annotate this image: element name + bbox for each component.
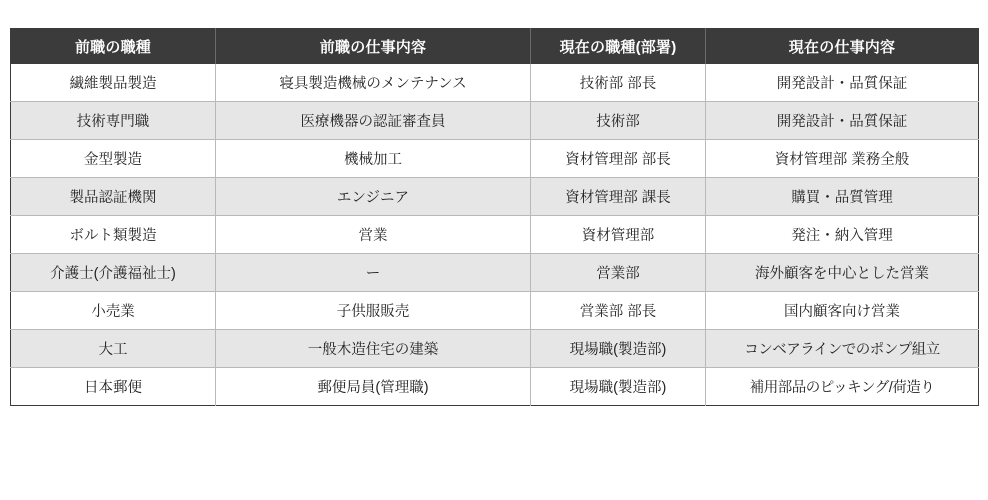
table-row <box>11 102 979 140</box>
cell-previous-duty: 一般木造住宅の建築 <box>216 330 531 368</box>
table-header <box>11 29 979 65</box>
cell-previous-duty: ー <box>216 254 531 292</box>
cell-current-job: 技術部 <box>531 102 706 140</box>
cell-previous-job: 製品認証機関 <box>11 178 216 216</box>
table-row <box>11 254 979 292</box>
cell-current-job: 資材管理部 課長 <box>531 178 706 216</box>
cell-current-duty: 発注・納入管理 <box>706 216 979 254</box>
career-change-table-container <box>10 28 978 406</box>
column-header-previous-job: 前職の職種 <box>11 29 216 65</box>
table-row <box>11 330 979 368</box>
cell-current-job: 資材管理部 <box>531 216 706 254</box>
cell-previous-duty: 子供服販売 <box>216 292 531 330</box>
cell-previous-duty: 営業 <box>216 216 531 254</box>
table-row <box>11 368 979 406</box>
table-row <box>11 292 979 330</box>
cell-previous-duty: エンジニア <box>216 178 531 216</box>
cell-previous-job: 日本郵便 <box>11 368 216 406</box>
cell-previous-job: 繊維製品製造 <box>11 64 216 102</box>
cell-current-duty: 開発設計・品質保証 <box>706 64 979 102</box>
cell-previous-duty: 寝具製造機械のメンテナンス <box>216 64 531 102</box>
cell-previous-job: 大工 <box>11 330 216 368</box>
cell-previous-job: 小売業 <box>11 292 216 330</box>
table-header-row <box>11 29 979 65</box>
cell-previous-job: 介護士(介護福祉士) <box>11 254 216 292</box>
cell-current-job: 営業部 部長 <box>531 292 706 330</box>
career-change-table <box>10 28 979 406</box>
cell-previous-duty: 郵便局員(管理職) <box>216 368 531 406</box>
cell-current-duty: 補用部品のピッキング/荷造り <box>706 368 979 406</box>
cell-current-job: 資材管理部 部長 <box>531 140 706 178</box>
column-header-previous-duty: 前職の仕事内容 <box>216 29 531 65</box>
column-header-current-duty: 現在の仕事内容 <box>706 29 979 65</box>
cell-previous-job: 技術専門職 <box>11 102 216 140</box>
cell-current-duty: 海外顧客を中心とした営業 <box>706 254 979 292</box>
table-body <box>11 64 979 406</box>
cell-previous-job: ボルト類製造 <box>11 216 216 254</box>
cell-current-job: 営業部 <box>531 254 706 292</box>
cell-current-duty: コンベアラインでのポンプ組立 <box>706 330 979 368</box>
cell-current-duty: 国内顧客向け営業 <box>706 292 979 330</box>
cell-previous-duty: 医療機器の認証審査員 <box>216 102 531 140</box>
cell-current-job: 現場職(製造部) <box>531 330 706 368</box>
table-row <box>11 140 979 178</box>
cell-previous-job: 金型製造 <box>11 140 216 178</box>
cell-current-job: 現場職(製造部) <box>531 368 706 406</box>
table-row <box>11 64 979 102</box>
cell-current-duty: 開発設計・品質保証 <box>706 102 979 140</box>
cell-current-duty: 購買・品質管理 <box>706 178 979 216</box>
cell-current-job: 技術部 部長 <box>531 64 706 102</box>
cell-current-duty: 資材管理部 業務全般 <box>706 140 979 178</box>
cell-previous-duty: 機械加工 <box>216 140 531 178</box>
table-row <box>11 216 979 254</box>
table-row <box>11 178 979 216</box>
column-header-current-job: 現在の職種(部署) <box>531 29 706 65</box>
